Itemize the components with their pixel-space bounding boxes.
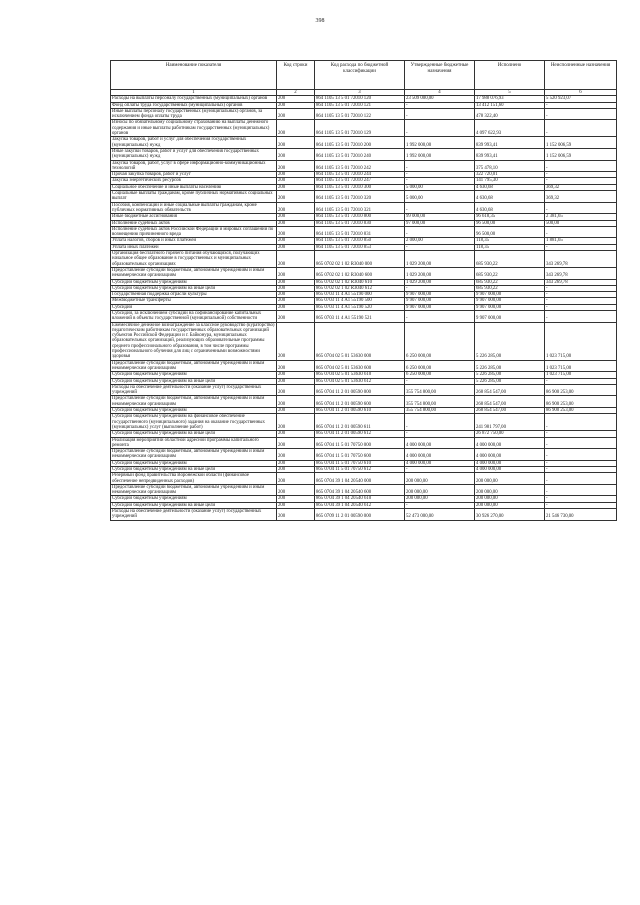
cell-approved: - (405, 108, 475, 120)
cell-line-code: 200 (277, 378, 315, 384)
cell-classification-code: 865 0703 11 4 A1 55190 500 (315, 298, 405, 304)
cell-classification-code: 865 0702 02 1 02 R3040 610 (315, 279, 405, 285)
cell-name: Предоставление субсидий бюджетным, автономным учреждениям и иным некоммерческим организациям (111, 267, 277, 279)
cell-unexecuted: - (545, 202, 617, 214)
cell-unexecuted: 1 023 715,00 (545, 360, 617, 372)
cell-line-code: 200 (277, 408, 315, 414)
column-number: 4 (405, 90, 475, 96)
cell-name: Субсидии бюджетным учреждениям (111, 372, 277, 378)
cell-name: Пособия, компенсации и иные социальные выплаты гражданам, кроме публичных нормативных обязательств (111, 202, 277, 214)
cell-line-code: 200 (277, 184, 315, 190)
column-number: 3 (315, 90, 405, 96)
cell-classification-code: 865 0702 02 1 02 R3040 612 (315, 285, 405, 291)
cell-line-code: 200 (277, 360, 315, 372)
cell-approved: 4 000 000,00 (405, 437, 475, 449)
cell-name: Уплата иных платежей (111, 244, 277, 250)
cell-name: Резервный фонд правительства Воронежской области (финансовое обеспечение непредвиденных расходов) (111, 473, 277, 485)
cell-unexecuted: - (545, 298, 617, 304)
table-row (111, 449, 617, 461)
cell-classification-code: 865 0704 11 2 01 00590 612 (315, 431, 405, 437)
cell-approved: - (405, 467, 475, 473)
cell-unexecuted: - (545, 437, 617, 449)
table-row (111, 137, 617, 149)
cell-unexecuted: - (545, 460, 617, 466)
cell-executed: 268 854 547,00 (475, 396, 545, 408)
cell-line-code: 200 (277, 108, 315, 120)
cell-unexecuted: 500,00 (545, 220, 617, 226)
cell-executed: 4 000 000,00 (475, 449, 545, 461)
cell-approved: 6 250 000,00 (405, 360, 475, 372)
table-row (111, 396, 617, 408)
cell-executed: 5 226 285,00 (475, 322, 545, 360)
cell-name: Иные выплаты персоналу государственных (муниципальных) органов, за исключением фонда оплаты труда (111, 108, 277, 120)
table-body (111, 96, 617, 520)
cell-approved: 355 754 800,00 (405, 408, 475, 414)
cell-line-code: 200 (277, 96, 315, 102)
cell-name: Иные закупки товаров, работ и услуг для обеспечения государственных (муниципальных) нужд (111, 148, 277, 160)
cell-line-code: 200 (277, 384, 315, 396)
cell-line-code: 200 (277, 322, 315, 360)
cell-unexecuted: 1 023 715,00 (545, 322, 617, 360)
cell-executed: 685 930,22 (475, 251, 545, 268)
cell-name: Субсидии (111, 304, 277, 310)
cell-executed: 5 226 285,00 (475, 372, 545, 378)
column-number: 1 (111, 90, 277, 96)
cell-name: Иные бюджетные ассигнования (111, 214, 277, 220)
cell-unexecuted: - (545, 178, 617, 184)
table-row (111, 160, 617, 172)
cell-approved: 2 000,00 (405, 238, 475, 244)
cell-executed: 96 500,00 (475, 220, 545, 226)
cell-unexecuted: 86 900 253,00 (545, 396, 617, 408)
cell-unexecuted: - (545, 304, 617, 310)
cell-approved: 6 250 000,00 (405, 372, 475, 378)
cell-name: Предоставление субсидий бюджетным, автономным учреждениям и иным некоммерческим организациям (111, 360, 277, 372)
cell-classification-code: 864 1105 13 5 01 72010 850 (315, 238, 405, 244)
cell-name: Субсидии бюджетным учреждениям (111, 279, 277, 285)
cell-executed: 241 981 797,00 (475, 414, 545, 431)
cell-executed: 375 478,10 (475, 160, 545, 172)
cell-approved: 355 754 800,00 (405, 384, 475, 396)
cell-unexecuted: - (545, 449, 617, 461)
cell-approved: - (405, 414, 475, 431)
header-classification-code: Код расхода по бюджетной классификации (315, 61, 405, 90)
cell-unexecuted: - (545, 467, 617, 473)
column-number: 6 (545, 90, 617, 96)
cell-executed: 839 993,41 (475, 148, 545, 160)
cell-unexecuted: - (545, 285, 617, 291)
cell-unexecuted: 5 520 923,07 (545, 96, 617, 102)
cell-executed: 96 500,00 (475, 226, 545, 238)
cell-name: Предоставление субсидий бюджетным, автономным учреждениям и иным некоммерческим организациям (111, 449, 277, 461)
cell-line-code: 200 (277, 251, 315, 268)
cell-executed: 5 226 285,00 (475, 378, 545, 384)
cell-approved: - (405, 285, 475, 291)
cell-name: Организация бесплатного горячего питания обучающихся, получающих начальное общее образование в государственных и муниципальных образовательных организациях (111, 251, 277, 268)
cell-unexecuted: - (545, 160, 617, 172)
cell-executed: 118,35 (475, 244, 545, 250)
cell-classification-code: 865 0702 02 1 02 R3040 000 (315, 251, 405, 268)
cell-approved: 4 000 000,00 (405, 449, 475, 461)
cell-unexecuted: 343 269,78 (545, 279, 617, 285)
cell-name: Субсидии бюджетным учреждениям (111, 460, 277, 466)
cell-unexecuted: 369,32 (545, 191, 617, 203)
cell-executed: 17 988 076,93 (475, 96, 545, 102)
cell-unexecuted: - (545, 502, 617, 508)
table-row (111, 148, 617, 160)
cell-unexecuted: - (545, 473, 617, 485)
cell-executed: 30 926 270,00 (475, 509, 545, 521)
table-row (111, 437, 617, 449)
cell-approved: 5 000,00 (405, 191, 475, 203)
cell-executed: 200 000,00 (475, 473, 545, 485)
cell-executed: 4 000 000,00 (475, 460, 545, 466)
cell-approved: - (405, 160, 475, 172)
cell-name: Социальные выплаты гражданам, кроме публичных нормативных социальных выплат (111, 191, 277, 203)
cell-name: Субсидии бюджетным учреждениям (111, 496, 277, 502)
page-number: 398 (315, 18, 325, 24)
table-row (111, 360, 617, 372)
header-name: Наименование показателя (111, 61, 277, 90)
cell-line-code: 200 (277, 279, 315, 285)
cell-classification-code: 864 1105 13 5 01 72010 244 (315, 172, 405, 178)
cell-classification-code: 865 0704 11 2 01 00590 600 (315, 396, 405, 408)
cell-approved: 1 992 000,00 (405, 148, 475, 160)
cell-line-code: 200 (277, 414, 315, 431)
cell-name: Расходы на обеспечение деятельности (оказание услуг) государственных учреждений (111, 509, 277, 521)
cell-classification-code: 865 0704 11 5 01 70750 000 (315, 437, 405, 449)
cell-line-code: 200 (277, 244, 315, 250)
cell-classification-code: 865 0704 11 5 01 70750 612 (315, 467, 405, 473)
cell-line-code: 200 (277, 292, 315, 298)
cell-executed: 13 412 151,60 (475, 102, 545, 108)
cell-unexecuted: - (545, 292, 617, 298)
cell-classification-code: 865 0703 11 4 A1 55190 000 (315, 292, 405, 298)
cell-name: Субсидии бюджетным учреждениям на иные цели (111, 431, 277, 437)
cell-executed: 268 854 547,00 (475, 384, 545, 396)
cell-classification-code: 865 0704 11 5 01 70750 610 (315, 460, 405, 466)
cell-line-code: 200 (277, 202, 315, 214)
cell-approved: - (405, 202, 475, 214)
cell-classification-code: 865 0703 11 4 A1 55190 520 (315, 304, 405, 310)
table-row (111, 310, 617, 322)
cell-approved: 99 000,00 (405, 214, 475, 220)
cell-line-code: 200 (277, 460, 315, 466)
cell-classification-code: 865 0704 02 5 01 53630 612 (315, 378, 405, 384)
table-row (111, 120, 617, 137)
cell-approved: - (405, 310, 475, 322)
cell-unexecuted: - (545, 172, 617, 178)
cell-approved: 200 000,00 (405, 496, 475, 502)
cell-classification-code: 864 1105 13 5 01 72010 129 (315, 120, 405, 137)
cell-line-code: 200 (277, 178, 315, 184)
cell-unexecuted: - (545, 102, 617, 108)
cell-unexecuted: - (545, 414, 617, 431)
cell-name: Исполнение судебных актов Российской Федерации и мировых соглашений по возмещению причиненного вреда (111, 226, 277, 238)
cell-unexecuted: 1 152 006,59 (545, 148, 617, 160)
cell-classification-code: 865 0704 39 1 04 20540 000 (315, 473, 405, 485)
cell-approved: 1 029 200,00 (405, 279, 475, 285)
cell-classification-code: 864 1105 13 5 01 72010 830 (315, 220, 405, 226)
cell-executed: 4 000 000,00 (475, 467, 545, 473)
cell-name: Субсидии бюджетным учреждениям на иные цели (111, 285, 277, 291)
cell-name: Закупка товаров, работ и услуг для обеспечения государственных (муниципальных) нужд (111, 137, 277, 149)
cell-approved: - (405, 431, 475, 437)
cell-approved: - (405, 378, 475, 384)
cell-executed: 26 872 750,00 (475, 431, 545, 437)
cell-line-code: 200 (277, 267, 315, 279)
cell-classification-code: 864 1105 13 5 01 72010 240 (315, 148, 405, 160)
cell-classification-code: 864 1105 13 5 01 72010 247 (315, 178, 405, 184)
cell-executed: 5 226 285,00 (475, 360, 545, 372)
cell-classification-code: 865 0702 02 1 02 R3040 600 (315, 267, 405, 279)
cell-name: Закупка товаров, работ, услуг в сфере информационно-коммуникационных технологий (111, 160, 277, 172)
cell-unexecuted: 86 900 253,00 (545, 384, 617, 396)
cell-classification-code: 864 1105 13 5 01 72010 800 (315, 214, 405, 220)
cell-approved: 6 250 000,00 (405, 322, 475, 360)
cell-approved: 200 000,00 (405, 484, 475, 496)
cell-executed: 4 000 000,00 (475, 437, 545, 449)
cell-executed: 685 930,22 (475, 267, 545, 279)
cell-unexecuted: 1 881,65 (545, 238, 617, 244)
cell-approved: 355 754 800,00 (405, 396, 475, 408)
cell-executed: 200 000,00 (475, 484, 545, 496)
cell-name: Закупка энергетических ресурсов (111, 178, 277, 184)
cell-name: Расходы на выплаты персоналу государственных (муниципальных) органов (111, 96, 277, 102)
table-row (111, 108, 617, 120)
table-row (111, 202, 617, 214)
cell-classification-code: 864 1105 13 5 01 72010 320 (315, 191, 405, 203)
header-unexecuted: Неисполненные назначения (545, 61, 617, 90)
cell-executed: 9 907 000,00 (475, 304, 545, 310)
cell-line-code: 200 (277, 214, 315, 220)
table-row (111, 509, 617, 521)
cell-executed: 4 630,68 (475, 191, 545, 203)
cell-unexecuted: 86 900 253,00 (545, 408, 617, 414)
table-row (111, 226, 617, 238)
cell-line-code: 200 (277, 372, 315, 378)
cell-classification-code: 865 0704 11 2 01 00590 610 (315, 408, 405, 414)
table-row (111, 267, 617, 279)
cell-approved: - (405, 502, 475, 508)
table-row (111, 384, 617, 396)
cell-name: Ежемесячное денежное вознаграждение за классное руководство (кураторство) педагогическим работникам государственных образовательных организаций субъектов Российской Федерации и г. Байконура, муниципальных образовательных организаций, реализующих образовательные программы среднего профессионального образования, в том числе программы профессионального обучения для лиц с ограниченными возможностями здоровья (112, 322, 275, 360)
cell-approved: - (405, 172, 475, 178)
cell-executed: 685 930,22 (475, 285, 545, 291)
table-row (111, 251, 617, 268)
cell-approved: 23 509 000,00 (405, 96, 475, 102)
cell-approved: - (405, 102, 475, 108)
cell-classification-code: 864 1105 13 5 01 72010 122 (315, 108, 405, 120)
cell-approved: 5 000,00 (405, 184, 475, 190)
cell-approved: 1 992 000,00 (405, 137, 475, 149)
cell-executed: 141 795,30 (475, 178, 545, 184)
cell-classification-code: 865 0709 11 2 01 00590 000 (315, 509, 405, 521)
cell-name: Субсидии бюджетным учреждениям (111, 408, 277, 414)
cell-name: Государственная поддержка отрасли культуры (111, 292, 277, 298)
table-row (111, 484, 617, 496)
cell-line-code: 200 (277, 496, 315, 502)
cell-approved: 200 000,00 (405, 473, 475, 485)
cell-line-code: 200 (277, 102, 315, 108)
cell-executed: 9 907 000,00 (475, 310, 545, 322)
cell-name: Расходы на обеспечение деятельности (оказание услуг) государственных учреждений (111, 384, 277, 396)
cell-name: Уплата налогов, сборов и иных платежей (111, 238, 277, 244)
cell-executed: 268 854 547,00 (475, 408, 545, 414)
cell-name: Субсидии бюджетным учреждениям на финансовое обеспечение государственного (муниципального) задания на оказание государственных (муниципальных) услуг (выполнение работ) (111, 414, 277, 431)
cell-name: Субсидии, за исключением субсидий на софинансирование капитальных вложений в объекты государственной (муниципальной) собственности (111, 310, 277, 322)
column-number: 2 (277, 90, 315, 96)
cell-line-code: 200 (277, 502, 315, 508)
cell-name: Предоставление субсидий бюджетным, автономным учреждениям и иным некоммерческим организациям (111, 396, 277, 408)
header-row (111, 61, 617, 90)
table-row (111, 414, 617, 431)
cell-line-code: 200 (277, 120, 315, 137)
cell-unexecuted: - (545, 484, 617, 496)
cell-executed: 9 907 000,00 (475, 292, 545, 298)
cell-line-code: 200 (277, 172, 315, 178)
cell-line-code: 200 (277, 191, 315, 203)
cell-line-code: 200 (277, 396, 315, 408)
cell-unexecuted: - (545, 310, 617, 322)
cell-unexecuted: 21 546 730,00 (545, 509, 617, 521)
cell-approved: 1 029 200,00 (405, 251, 475, 268)
cell-line-code: 200 (277, 137, 315, 149)
cell-approved: 4 000 000,00 (405, 460, 475, 466)
cell-classification-code: 865 0704 11 5 01 70750 600 (315, 449, 405, 461)
cell-approved: 9 907 000,00 (405, 304, 475, 310)
cell-executed: 118,35 (475, 238, 545, 244)
cell-approved: 9 907 000,00 (405, 292, 475, 298)
cell-line-code: 200 (277, 148, 315, 160)
cell-name: Субсидии бюджетным учреждениям на иные цели (111, 467, 277, 473)
cell-executed: 839 993,41 (475, 137, 545, 149)
cell-unexecuted: - (545, 431, 617, 437)
cell-classification-code: 864 1105 13 5 01 72010 121 (315, 102, 405, 108)
cell-line-code: 200 (277, 285, 315, 291)
header-line-code: Код строки (277, 61, 315, 90)
cell-unexecuted: 1 152 006,59 (545, 137, 617, 149)
cell-approved: 97 000,00 (405, 220, 475, 226)
cell-name: Субсидии бюджетным учреждениям на иные цели (111, 502, 277, 508)
cell-approved: 52 473 000,00 (405, 509, 475, 521)
cell-unexecuted: - (545, 120, 617, 137)
cell-name: Субсидии бюджетным учреждениям на иные цели (111, 378, 277, 384)
cell-name: Предоставление субсидий бюджетным, автономным учреждениям и иным некоммерческим организациям (111, 484, 277, 496)
cell-line-code: 200 (277, 238, 315, 244)
cell-line-code: 200 (277, 467, 315, 473)
header-approved: Утвержденные бюджетные назначения (405, 61, 475, 90)
table-row (111, 473, 617, 485)
cell-classification-code: 864 1105 13 5 01 72010 831 (315, 226, 405, 238)
cell-line-code: 200 (277, 160, 315, 172)
cell-executed: 4 630,68 (475, 184, 545, 190)
cell-line-code: 200 (277, 220, 315, 226)
cell-name: Взносы по обязательному социальному страхованию на выплаты денежного содержания и иные выплаты работникам государственных (муниципальных) органов (111, 120, 277, 137)
cell-classification-code: 865 0704 02 5 01 53630 610 (315, 372, 405, 378)
cell-executed: 4 097 622,93 (475, 120, 545, 137)
cell-unexecuted: 2 381,65 (545, 214, 617, 220)
cell-approved: 1 029 200,00 (405, 267, 475, 279)
cell-classification-code: 865 0703 11 4 A1 55190 521 (315, 310, 405, 322)
cell-approved: - (405, 244, 475, 250)
cell-name: Фонд оплаты труда государственных (муниципальных) органов (111, 102, 277, 108)
cell-approved: - (405, 226, 475, 238)
cell-executed: 200 000,00 (475, 496, 545, 502)
cell-classification-code: 865 0704 39 1 04 20540 600 (315, 484, 405, 496)
cell-executed: 4 630,68 (475, 202, 545, 214)
cell-classification-code: 865 0704 39 1 04 20540 610 (315, 496, 405, 502)
cell-executed: 200 000,00 (475, 502, 545, 508)
cell-unexecuted: - (545, 496, 617, 502)
cell-line-code: 200 (277, 298, 315, 304)
cell-line-code: 200 (277, 509, 315, 521)
cell-classification-code: 864 1105 13 5 01 72010 321 (315, 202, 405, 214)
cell-classification-code: 865 0704 11 2 01 00590 000 (315, 384, 405, 396)
cell-line-code: 200 (277, 310, 315, 322)
cell-executed: 478 322,40 (475, 108, 545, 120)
cell-approved: - (405, 178, 475, 184)
cell-classification-code: 864 1105 13 5 01 72010 200 (315, 137, 405, 149)
cell-line-code: 200 (277, 473, 315, 485)
cell-name: Межбюджетные трансферты (111, 298, 277, 304)
cell-unexecuted: 1 023 715,00 (545, 372, 617, 378)
cell-unexecuted: - (545, 244, 617, 250)
table-row (111, 322, 617, 360)
cell-approved: 9 907 000,00 (405, 298, 475, 304)
table-row (111, 191, 617, 203)
cell-name: Социальное обеспечение и иные выплаты населению (111, 184, 277, 190)
cell-name: Прочая закупка товаров, работ и услуг (111, 172, 277, 178)
cell-line-code: 200 (277, 449, 315, 461)
cell-unexecuted: - (545, 226, 617, 238)
budget-execution-table (110, 60, 617, 521)
header-executed: Исполнено (475, 61, 545, 90)
cell-executed: 322 720,01 (475, 172, 545, 178)
cell-line-code: 200 (277, 431, 315, 437)
cell-executed: 96 618,35 (475, 214, 545, 220)
cell-classification-code: 864 1105 13 5 01 72010 242 (315, 160, 405, 172)
cell-unexecuted: 343 269,78 (545, 267, 617, 279)
cell-classification-code: 865 0704 11 2 01 00590 611 (315, 414, 405, 431)
cell-line-code: 200 (277, 484, 315, 496)
column-number: 5 (475, 90, 545, 96)
cell-unexecuted: 343 269,78 (545, 251, 617, 268)
cell-classification-code: 864 1105 13 5 01 72010 120 (315, 96, 405, 102)
cell-line-code: 200 (277, 226, 315, 238)
cell-unexecuted: 369,32 (545, 184, 617, 190)
cell-executed: 685 930,22 (475, 279, 545, 285)
cell-unexecuted: - (545, 108, 617, 120)
cell-line-code: 200 (277, 304, 315, 310)
cell-classification-code: 865 0704 39 1 04 20540 612 (315, 502, 405, 508)
cell-classification-code: 865 0704 02 5 01 53630 000 (315, 322, 405, 360)
cell-approved: - (405, 120, 475, 137)
cell-unexecuted: - (545, 378, 617, 384)
cell-executed: 9 907 000,00 (475, 298, 545, 304)
cell-name: Исполнение судебных актов (111, 220, 277, 226)
cell-line-code: 200 (277, 437, 315, 449)
cell-name: Реализация мероприятий областной адресной программы капитального ремонта (111, 437, 277, 449)
cell-classification-code: 864 1105 13 5 01 72010 853 (315, 244, 405, 250)
cell-classification-code: 865 0704 02 5 01 53630 600 (315, 360, 405, 372)
cell-classification-code: 864 1105 13 5 01 72010 300 (315, 184, 405, 190)
